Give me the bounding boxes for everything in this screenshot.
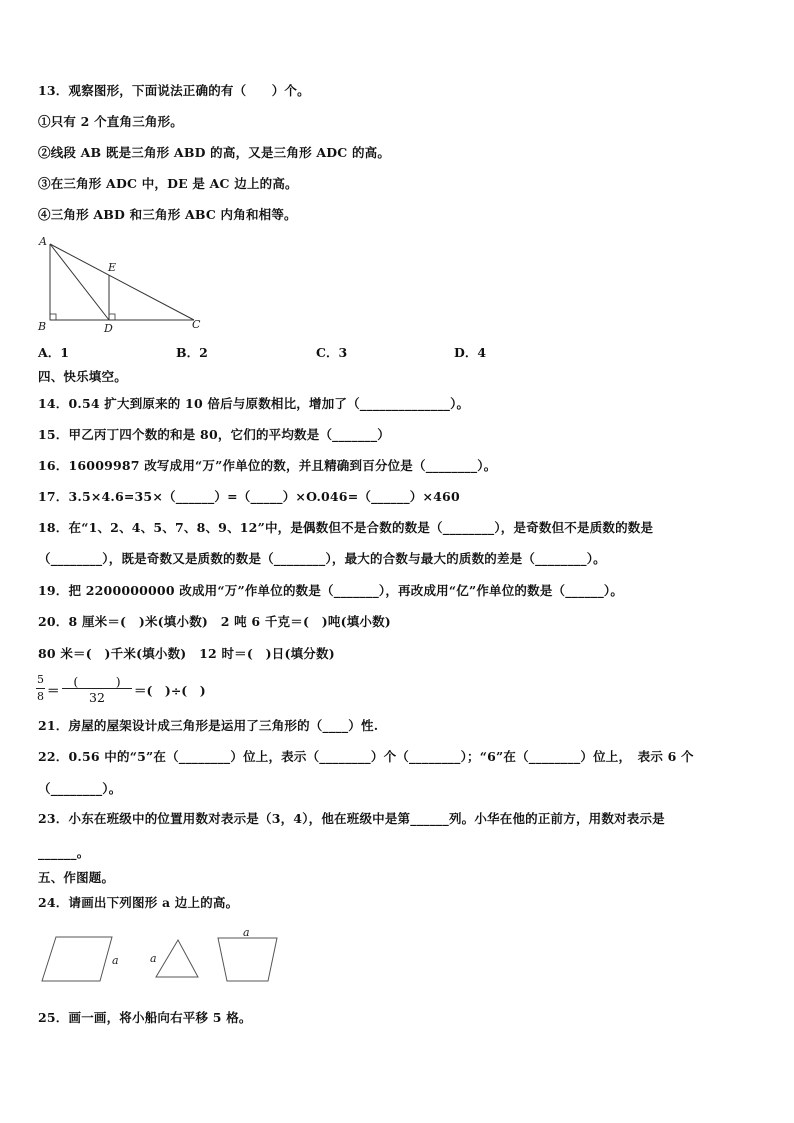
q13-option-c: C．3 [316,345,348,360]
q13-statement-3: ③在三角形 ADC 中，DE 是 AC 边上的高。 [38,176,298,191]
fraction-denominator-8: 8 [37,690,44,703]
q22-line-2: （________）。 [38,781,122,796]
q13-option-a: A．1 [38,345,69,360]
label-d: D [104,322,113,335]
label-a: A [39,235,47,248]
parallelogram-label-a: a [112,954,119,967]
q13-triangle-figure [34,232,214,340]
label-b: B [38,320,47,333]
q25: 25．画一画，将小船向右平移 5 格。 [38,1010,252,1025]
trapezoid-label-a: a [243,926,250,939]
q19: 19．把 2200000000 改成用“万”作单位的数是（_______），再改成用“亿”作单位的数是（______）。 [38,583,624,598]
q13-statement-2: ②线段 AB 既是三角形 ABD 的高，又是三角形 ADC 的高。 [38,145,391,160]
q13-statement-1: ①只有 2 个直角三角形。 [38,114,184,129]
q20-line-2: 80 米＝( )千米(填小数) 12 时＝( )日(填分数) [38,646,335,661]
label-e: E [108,261,117,274]
q24: 24．请画出下列图形 a 边上的高。 [38,895,239,910]
q20-line-1: 20．8 厘米＝( )米(填小数) 2 吨 6 千克＝( )吨(填小数) [38,614,391,629]
triangle-label-a: a [150,952,157,965]
q21: 21．房屋的屋架设计成三角形是运用了三角形的（____）性. [38,718,379,733]
q18-line-2: （________），既是奇数又是质数的数是（________），最大的合数与最大的质数的差是（________）。 [38,551,606,566]
q13-option-b: B．2 [176,345,208,360]
q17: 17．3.5×4.6=35×（______）=（_____）×O.046=（______）×460 [38,489,460,504]
fraction-denominator-32: 32 [89,690,105,705]
q23-line-2: ______。 [38,845,90,860]
q24-shapes-figure [38,925,288,991]
section-5-heading: 五、作图题。 [38,870,115,885]
fraction-division-blanks: ＝( )÷( ) [134,683,206,698]
section-4-heading: 四、快乐填空。 [38,369,127,384]
q18-line-1: 18．在“1、2、4、5、7、8、9、12”中，是偶数但不是合数的数是（________），是奇数但不是质数的数是 [38,520,654,535]
fraction-numerator-5: 5 [37,673,44,686]
q13-statement-4: ④三角形 ABD 和三角形 ABC 内角和相等。 [38,207,297,222]
fraction-blank-numerator: ( ) [73,674,121,689]
q22-line-1: 22．0.56 中的“5”在（________）位上，表示（________）个（________）；“6”在（________）位上， 表示 6 个 [38,749,694,764]
q23-line-1: 23．小东在班级中的位置用数对表示是（3，4），他在班级中是第______列。小华在他的正前方，用数对表示是 [38,811,665,826]
label-c: C [192,318,201,331]
q15: 15．甲乙丙丁四个数的和是 80，它们的平均数是（_______） [38,427,390,442]
q13-option-d: D．4 [454,345,487,360]
q13-stem: 13．观察图形，下面说法正确的有（ ）个。 [38,83,310,98]
q16: 16．16009987 改写成用“万”作单位的数，并且精确到百分位是（________）。 [38,458,497,473]
q14: 14．0.54 扩大到原来的 10 倍后与原数相比，增加了（______________）。 [38,396,470,411]
